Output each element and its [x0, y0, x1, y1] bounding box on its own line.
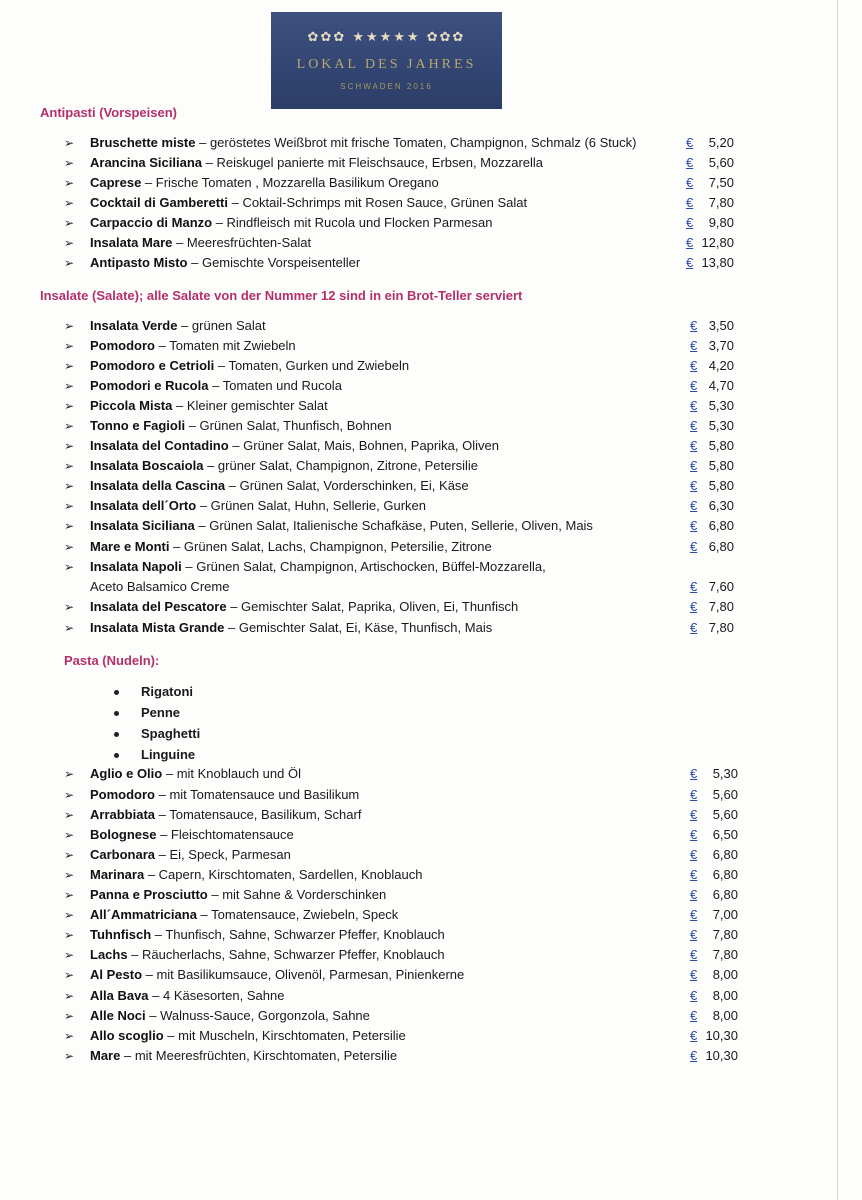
euro-symbol: € — [690, 766, 698, 781]
menu-item-price: 5,30 — [712, 766, 738, 781]
menu-item-description: – Thunfisch, Sahne, Schwarzer Pfeffer, Knoblauch — [151, 927, 445, 942]
menu-item-price: 13,80 — [701, 255, 734, 270]
euro-symbol: € — [686, 135, 694, 150]
menu-item — [64, 253, 764, 273]
menu-item-text — [90, 153, 543, 173]
menu-item-description: – Gemischter Salat, Paprika, Oliven, Ei, Thunfisch — [226, 599, 519, 614]
menu-item-text — [90, 233, 311, 253]
crown-emblem: ✿✿✿ ★★★★★ ✿✿✿ — [307, 30, 466, 45]
arrow-bullet-icon: ➢ — [64, 989, 75, 1003]
menu-item — [64, 885, 764, 905]
euro-symbol: € — [690, 947, 698, 962]
pasta-type-label: Penne — [141, 705, 181, 720]
menu-item-text — [90, 764, 301, 784]
bullet-dot-icon — [114, 690, 119, 695]
menu-item-price: 5,80 — [708, 458, 734, 473]
section-heading-pasta: Pasta (Nudeln): — [64, 653, 160, 668]
menu-item-description: – Coktail-Schrimps mit Rosen Sauce, Grünen Salat — [227, 195, 528, 210]
menu-item — [64, 537, 764, 557]
menu-item — [64, 845, 764, 865]
euro-symbol: € — [690, 807, 698, 822]
arrow-bullet-icon: ➢ — [64, 928, 75, 942]
bullet-dot-icon — [114, 753, 119, 758]
section-heading-antipasti: Antipasti (Vorspeisen) — [40, 105, 178, 120]
menu-item-name: Pomodoro — [90, 338, 155, 353]
euro-symbol: € — [690, 498, 698, 513]
arrow-bullet-icon: ➢ — [64, 1029, 75, 1043]
bullet-dot-icon — [114, 732, 119, 737]
menu-item-text — [90, 1006, 370, 1026]
arrow-bullet-icon: ➢ — [64, 256, 75, 270]
menu-item-description: – Reiskugel panierte mit Fleischsauce, Erbsen, Mozzarella — [202, 155, 544, 170]
menu-item-price: 5,80 — [708, 438, 734, 453]
euro-symbol: € — [686, 155, 694, 170]
menu-item-price: 5,60 — [712, 787, 738, 802]
menu-item-name: Insalata dell´Orto — [90, 498, 197, 513]
menu-item-text — [90, 193, 527, 213]
menu-item-price: 9,80 — [708, 215, 734, 230]
menu-item-text — [90, 1026, 406, 1046]
menu-item — [64, 618, 764, 638]
menu-item-price: 6,80 — [708, 518, 734, 533]
menu-item-price: 12,80 — [701, 235, 734, 250]
menu-item-price: 6,30 — [708, 498, 734, 513]
menu-item-price: 8,00 — [712, 1008, 738, 1023]
menu-item-description: – Grünen Salat, Lachs, Champignon, Petersilie, Zitrone — [169, 539, 492, 554]
menu-item-description: – Capern, Kirschtomaten, Sardellen, Knoblauch — [144, 867, 423, 882]
menu-item-text — [90, 496, 426, 516]
menu-item — [64, 173, 764, 193]
menu-item — [64, 376, 764, 396]
menu-item-description: – mit Basilikumsauce, Olivenöl, Parmesan, Pinienkerne — [142, 967, 465, 982]
euro-symbol: € — [690, 1008, 698, 1023]
arrow-bullet-icon: ➢ — [64, 479, 75, 493]
menu-item-name: Marinara — [90, 867, 145, 882]
menu-item-price: 7,80 — [708, 195, 734, 210]
arrow-bullet-icon: ➢ — [64, 560, 75, 574]
menu-item-price: 10,30 — [705, 1028, 738, 1043]
menu-item-text — [90, 316, 266, 336]
menu-item-price: 5,60 — [708, 155, 734, 170]
menu-item — [64, 785, 764, 805]
menu-item-price: 5,30 — [708, 398, 734, 413]
menu-item-text — [90, 865, 422, 885]
menu-item-price: 6,50 — [712, 827, 738, 842]
menu-item-description: – geröstetes Weißbrot mit frische Tomaten, Champignon, Schmalz (6 Stuck) — [195, 135, 637, 150]
menu-item-text — [90, 456, 478, 476]
menu-item-description: – Meeresfrüchten-Salat — [172, 235, 312, 250]
menu-item — [64, 516, 764, 536]
menu-item-name: Allo scoglio — [90, 1028, 164, 1043]
menu-item-description: – Grüner Salat, Mais, Bohnen, Paprika, Oliven — [228, 438, 499, 453]
menu-item-name: Carpaccio di Manzo — [90, 215, 213, 230]
menu-item-description: – Grünen Salat, Thunfisch, Bohnen — [185, 418, 392, 433]
menu-item-price: 3,50 — [708, 318, 734, 333]
menu-item — [64, 416, 764, 436]
logo-title: LOKAL DES JAHRES — [296, 57, 477, 72]
arrow-bullet-icon: ➢ — [64, 236, 75, 250]
menu-item-description: – Grünen Salat, Huhn, Sellerie, Gurken — [196, 498, 426, 513]
menu-item-name: Alla Bava — [90, 988, 149, 1003]
menu-item-text — [90, 336, 296, 356]
menu-item — [64, 153, 764, 173]
menu-item-price: 7,60 — [708, 579, 734, 594]
menu-item-text — [90, 845, 291, 865]
menu-item — [64, 456, 764, 476]
arrow-bullet-icon: ➢ — [64, 419, 75, 433]
menu-item-text — [90, 805, 361, 825]
menu-item-name: Insalata Verde — [90, 318, 178, 333]
euro-symbol: € — [690, 518, 698, 533]
menu-item-description: – Tomaten mit Zwiebeln — [155, 338, 296, 353]
euro-symbol: € — [690, 458, 698, 473]
menu-item-text — [90, 133, 636, 153]
euro-symbol: € — [690, 847, 698, 862]
menu-item — [64, 193, 764, 213]
euro-symbol: € — [690, 967, 698, 982]
euro-symbol: € — [690, 438, 698, 453]
arrow-bullet-icon: ➢ — [64, 156, 75, 170]
menu-item — [64, 986, 764, 1006]
restaurant-logo — [271, 12, 502, 109]
menu-item-price: 7,80 — [712, 927, 738, 942]
menu-item-description: – Tomatensauce, Basilikum, Scharf — [155, 807, 362, 822]
menu-item-name: Tuhnfisch — [90, 927, 152, 942]
pasta-type-label: Rigatoni — [141, 684, 193, 699]
arrow-bullet-icon: ➢ — [64, 216, 75, 230]
arrow-bullet-icon: ➢ — [64, 459, 75, 473]
arrow-bullet-icon: ➢ — [64, 868, 75, 882]
menu-item-price: 4,70 — [708, 378, 734, 393]
euro-symbol: € — [690, 787, 698, 802]
menu-item-text — [90, 253, 360, 273]
menu-item-price: 5,60 — [712, 807, 738, 822]
menu-item-name: Insalata Mare — [90, 235, 173, 250]
menu-item — [64, 945, 764, 965]
menu-item-text — [90, 785, 359, 805]
menu-item-name: Insalata Siciliana — [90, 518, 195, 533]
menu-item-name: Aglio e Olio — [90, 766, 163, 781]
menu-item-description: – 4 Käsesorten, Sahne — [148, 988, 285, 1003]
menu-item-text — [90, 436, 499, 456]
menu-item-description: – Grünen Salat, Champignon, Artischocken, Büffel-Mozzarella, — [181, 559, 546, 574]
menu-item — [64, 865, 764, 885]
menu-item-description: – Gemischte Vorspeisenteller — [187, 255, 361, 270]
arrow-bullet-icon: ➢ — [64, 339, 75, 353]
menu-item — [64, 805, 764, 825]
euro-symbol: € — [690, 867, 698, 882]
menu-item — [64, 925, 764, 945]
euro-symbol: € — [690, 827, 698, 842]
arrow-bullet-icon: ➢ — [64, 828, 75, 842]
arrow-bullet-icon: ➢ — [64, 379, 75, 393]
menu-item-description: – Tomaten und Rucola — [208, 378, 342, 393]
euro-symbol: € — [690, 620, 698, 635]
arrow-bullet-icon: ➢ — [64, 359, 75, 373]
menu-item-text — [90, 173, 439, 193]
menu-item-name: Alle Noci — [90, 1008, 146, 1023]
menu-item — [64, 597, 764, 617]
arrow-bullet-icon: ➢ — [64, 948, 75, 962]
arrow-bullet-icon: ➢ — [64, 540, 75, 554]
menu-item-price: 5,80 — [708, 478, 734, 493]
menu-item-name: Insalata del Pescatore — [90, 599, 227, 614]
euro-symbol: € — [690, 398, 698, 413]
menu-item-description: – Frische Tomaten , Mozzarella Basilikum Oregano — [141, 175, 439, 190]
menu-item — [64, 133, 764, 153]
arrow-bullet-icon: ➢ — [64, 319, 75, 333]
arrow-bullet-icon: ➢ — [64, 888, 75, 902]
arrow-bullet-icon: ➢ — [64, 848, 75, 862]
arrow-bullet-icon: ➢ — [64, 808, 75, 822]
euro-symbol: € — [690, 1028, 698, 1043]
menu-item-name: Pomodoro — [90, 787, 155, 802]
menu-item-name: Cocktail di Gamberetti — [90, 195, 228, 210]
arrow-bullet-icon: ➢ — [64, 519, 75, 533]
menu-item-name: Carbonara — [90, 847, 156, 862]
menu-item-text — [90, 825, 294, 845]
arrow-bullet-icon: ➢ — [64, 621, 75, 635]
menu-item-text — [90, 925, 445, 945]
euro-symbol: € — [690, 358, 698, 373]
euro-symbol: € — [690, 927, 698, 942]
arrow-bullet-icon: ➢ — [64, 788, 75, 802]
menu-item-price: 5,20 — [708, 135, 734, 150]
menu-item-description: – Tomaten, Gurken und Zwiebeln — [214, 358, 410, 373]
euro-symbol: € — [690, 338, 698, 353]
menu-item-text — [90, 416, 392, 436]
euro-symbol: € — [690, 988, 698, 1003]
section-heading-insalate: Insalate (Salate); alle Salate von der Nummer 12 sind in ein Brot-Teller serviert — [40, 288, 523, 303]
menu-item — [64, 336, 764, 356]
menu-item-text — [90, 356, 409, 376]
arrow-bullet-icon: ➢ — [64, 767, 75, 781]
menu-item-description: – Räucherlachs, Sahne, Schwarzer Pfeffer, Knoblauch — [127, 947, 445, 962]
euro-symbol: € — [690, 599, 698, 614]
arrow-bullet-icon: ➢ — [64, 136, 75, 150]
menu-item-text — [90, 1046, 397, 1066]
menu-item-name: Bolognese — [90, 827, 157, 842]
menu-item-name: Arancina Siciliana — [90, 155, 202, 170]
menu-item-description: – Gemischter Salat, Ei, Käse, Thunfisch, Mais — [224, 620, 493, 635]
menu-item-description: – mit Meeresfrüchten, Kirschtomaten, Petersilie — [120, 1048, 398, 1063]
arrow-bullet-icon: ➢ — [64, 196, 75, 210]
menu-item-price: 7,80 — [708, 620, 734, 635]
menu-item — [64, 476, 764, 496]
menu-item-name: Insalata Napoli — [90, 559, 182, 574]
menu-item-name: Piccola Mista — [90, 398, 173, 413]
euro-symbol: € — [690, 539, 698, 554]
menu-item-text — [90, 986, 284, 1006]
menu-item-text — [90, 537, 492, 557]
arrow-bullet-icon: ➢ — [64, 499, 75, 513]
bullet-dot-icon — [114, 711, 119, 716]
menu-item-description: – Kleiner gemischter Salat — [172, 398, 328, 413]
menu-item — [64, 496, 764, 516]
pasta-type-label: Spaghetti — [141, 726, 201, 741]
menu-item-text — [90, 213, 492, 233]
arrow-bullet-icon: ➢ — [64, 176, 75, 190]
menu-item-price: 7,80 — [712, 947, 738, 962]
euro-symbol: € — [690, 318, 698, 333]
arrow-bullet-icon: ➢ — [64, 968, 75, 982]
menu-item-name: Al Pesto — [90, 967, 143, 982]
menu-item-name: Insalata Boscaiola — [90, 458, 204, 473]
menu-item — [64, 825, 764, 845]
menu-item-name: Bruschette miste — [90, 135, 196, 150]
menu-item — [64, 1046, 764, 1066]
menu-item-text — [90, 557, 546, 577]
menu-item-description: – Ei, Speck, Parmesan — [155, 847, 291, 862]
menu-item — [64, 356, 764, 376]
arrow-bullet-icon: ➢ — [64, 439, 75, 453]
menu-item-description: – Rindfleisch mit Rucola und Flocken Parmesan — [212, 215, 493, 230]
euro-symbol: € — [686, 215, 694, 230]
menu-item-description: – Grünen Salat, Vorderschinken, Ei, Käse — [225, 478, 469, 493]
menu-item-name: Arrabbiata — [90, 807, 156, 822]
menu-item-text — [90, 597, 518, 617]
menu-item-price: 6,80 — [712, 887, 738, 902]
menu-item-description: – grünen Salat — [177, 318, 266, 333]
menu-item-name: Insalata del Contadino — [90, 438, 229, 453]
menu-item — [64, 436, 764, 456]
menu-item-price: 7,50 — [708, 175, 734, 190]
menu-item — [64, 316, 764, 336]
euro-symbol: € — [690, 579, 698, 594]
menu-item-price: 5,30 — [708, 418, 734, 433]
menu-item-name: All´Ammatriciana — [90, 907, 197, 922]
menu-item — [64, 233, 764, 253]
euro-symbol: € — [686, 195, 694, 210]
arrow-bullet-icon: ➢ — [64, 1049, 75, 1063]
arrow-bullet-icon: ➢ — [64, 1009, 75, 1023]
menu-item-price: 3,70 — [708, 338, 734, 353]
menu-item-text — [90, 905, 398, 925]
menu-item-text — [90, 965, 464, 985]
menu-item-price: 7,80 — [708, 599, 734, 614]
menu-item-description: – mit Tomatensauce und Basilikum — [155, 787, 360, 802]
menu-item-text — [90, 618, 492, 638]
euro-symbol: € — [686, 255, 694, 270]
menu-item-name: Mare — [90, 1048, 121, 1063]
euro-symbol: € — [690, 907, 698, 922]
menu-item-name: Insalata Mista Grande — [90, 620, 225, 635]
menu-item-description: – mit Knoblauch und Öl — [162, 766, 301, 781]
menu-item — [64, 1026, 764, 1046]
menu-item-price: 8,00 — [712, 967, 738, 982]
menu-item-price: 8,00 — [712, 988, 738, 1003]
menu-item-description: – Tomatensauce, Zwiebeln, Speck — [196, 907, 399, 922]
menu-item-price: 10,30 — [705, 1048, 738, 1063]
menu-item-price: 6,80 — [712, 867, 738, 882]
logo-subtitle: SCHWADEN 2016 — [340, 82, 433, 91]
euro-symbol: € — [690, 478, 698, 493]
menu-item-price: 7,00 — [712, 907, 738, 922]
menu-item-price: 6,80 — [708, 539, 734, 554]
euro-symbol: € — [690, 418, 698, 433]
menu-item-description: – Fleischtomatensauce — [156, 827, 294, 842]
menu-item-name: Panna e Prosciutto — [90, 887, 208, 902]
arrow-bullet-icon: ➢ — [64, 600, 75, 614]
menu-item-text — [90, 945, 445, 965]
menu-item-name: Insalata della Cascina — [90, 478, 226, 493]
menu-item — [64, 965, 764, 985]
menu-item-name: Antipasto Misto — [90, 255, 188, 270]
menu-item-name: Caprese — [90, 175, 142, 190]
menu-item-text — [90, 476, 469, 496]
menu-item-price: 4,20 — [708, 358, 734, 373]
menu-item-name: Mare e Monti — [90, 539, 170, 554]
menu-item — [64, 213, 764, 233]
menu-item — [64, 764, 764, 784]
euro-symbol: € — [686, 235, 694, 250]
page-edge — [837, 0, 838, 1200]
menu-item-name: Pomodoro e Cetrioli — [90, 358, 215, 373]
menu-item-description: – mit Sahne & Vorderschinken — [207, 887, 387, 902]
menu-item-text — [90, 885, 386, 905]
menu-item-description: – grüner Salat, Champignon, Zitrone, Petersilie — [203, 458, 479, 473]
pasta-type-label: Linguine — [141, 747, 196, 762]
menu-item-text — [90, 396, 328, 416]
arrow-bullet-icon: ➢ — [64, 399, 75, 413]
menu-item-description-continued: Aceto Balsamico Creme — [90, 579, 230, 594]
euro-symbol: € — [690, 378, 698, 393]
euro-symbol: € — [686, 175, 694, 190]
menu-item-description: – Walnuss-Sauce, Gorgonzola, Sahne — [145, 1008, 370, 1023]
menu-item-name: Pomodori e Rucola — [90, 378, 209, 393]
menu-item — [64, 396, 764, 416]
menu-item — [64, 905, 764, 925]
menu-item-description: – mit Muscheln, Kirschtomaten, Petersilie — [163, 1028, 406, 1043]
euro-symbol: € — [690, 1048, 698, 1063]
euro-symbol: € — [690, 887, 698, 902]
menu-item-text — [90, 376, 342, 396]
menu-item-name: Lachs — [90, 947, 128, 962]
menu-item-price: 6,80 — [712, 847, 738, 862]
menu-item-description: – Grünen Salat, Italienische Schafkäse, Puten, Sellerie, Oliven, Mais — [194, 518, 593, 533]
menu-item-name: Tonno e Fagioli — [90, 418, 186, 433]
menu-item — [64, 1006, 764, 1026]
arrow-bullet-icon: ➢ — [64, 908, 75, 922]
menu-item-text — [90, 516, 593, 536]
